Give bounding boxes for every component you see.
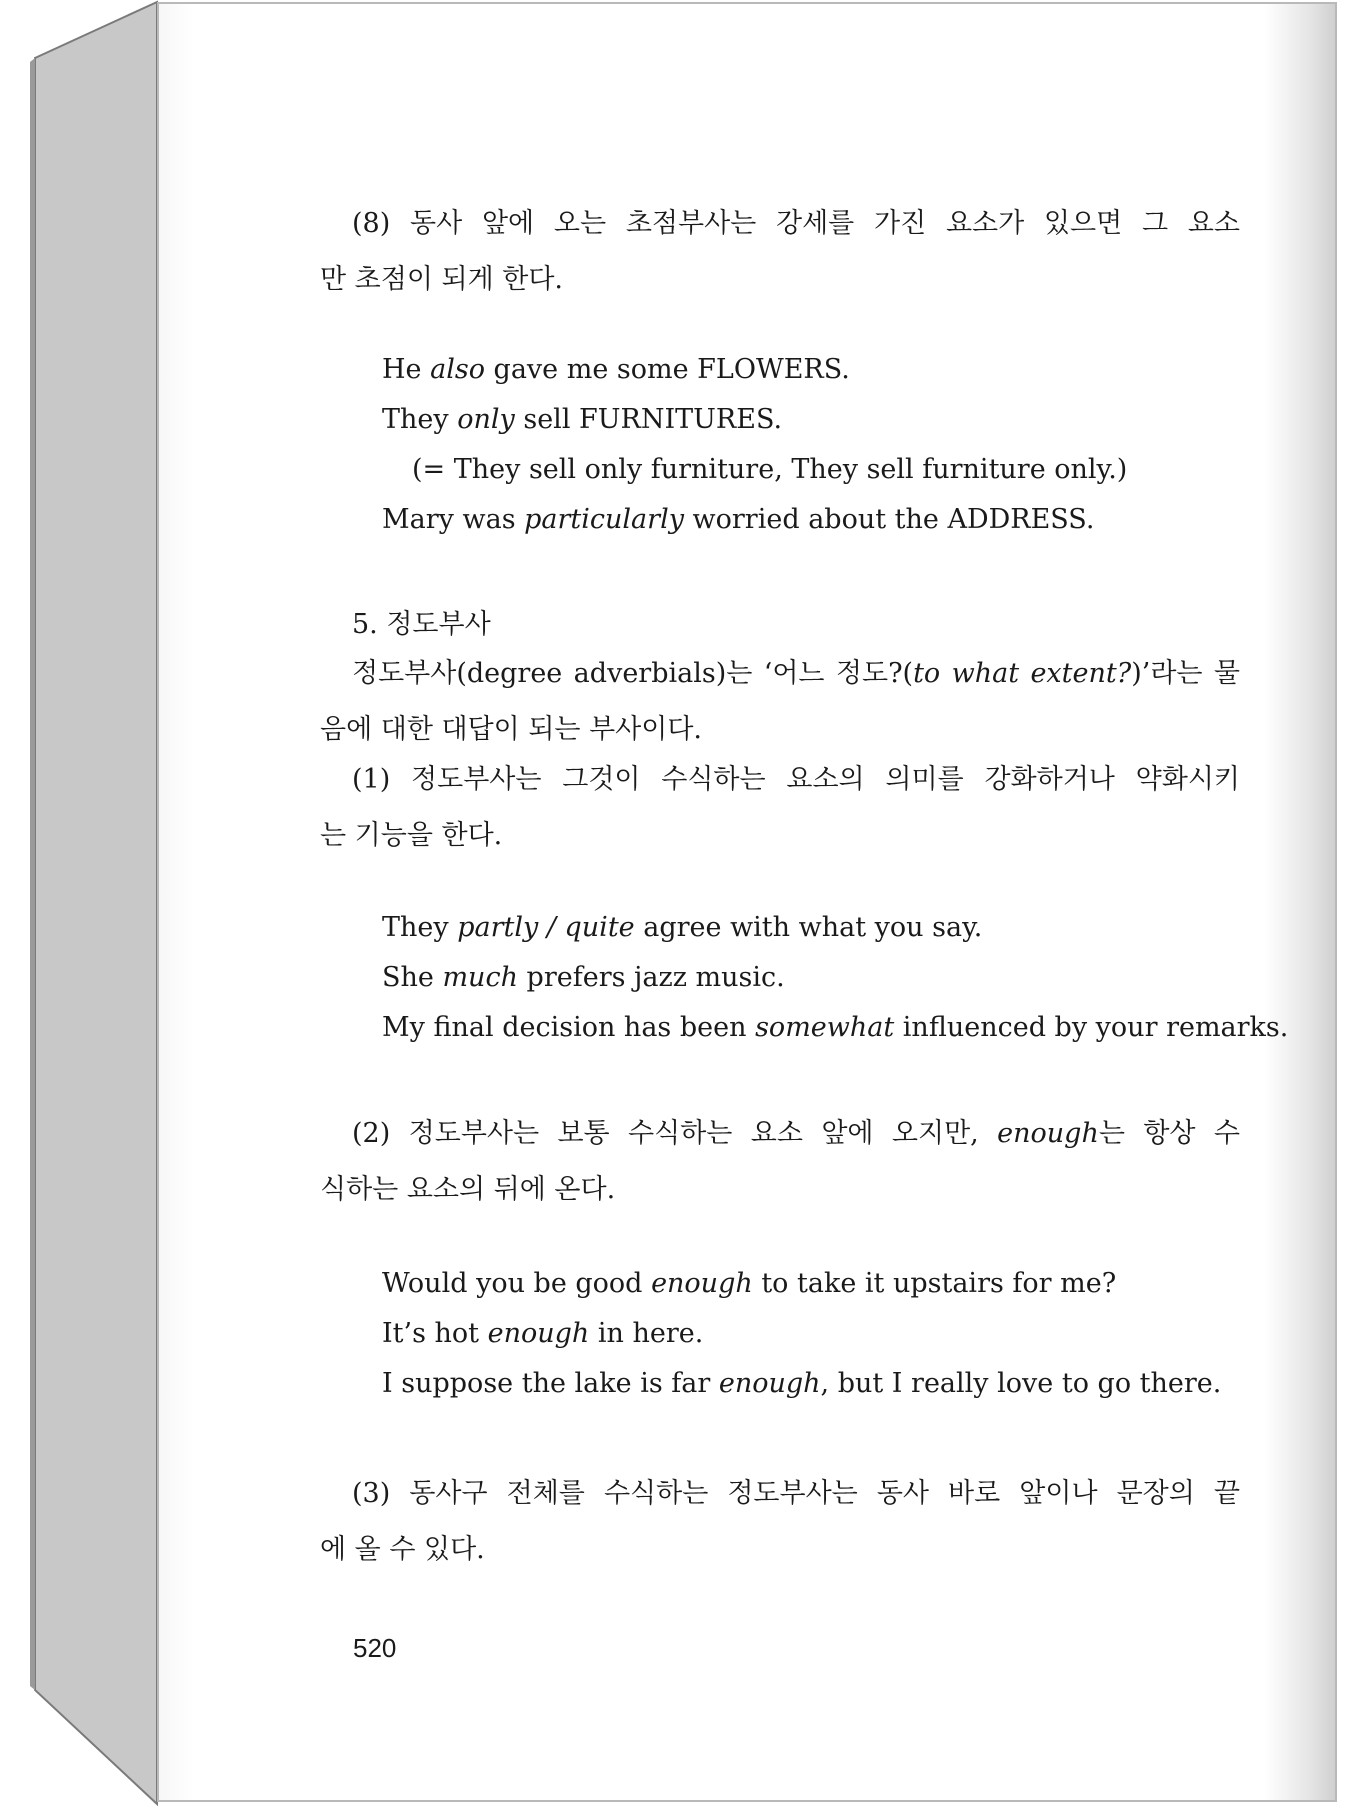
- example-line: I suppose the lake is far enough, but I really love to go there.: [382, 1368, 1222, 1399]
- intro-line-2: 음에 대한 대답이 되는 부사이다.: [320, 714, 702, 745]
- example-gloss: (= They sell only furniture, They sell furniture only.): [412, 454, 1128, 485]
- section-2-line-1: (2) 정도부사는 보통 수식하는 요소 앞에 오지만, enough는 항상 수: [352, 1118, 1240, 1149]
- section-3-line-1: (3) 동사구 전체를 수식하는 정도부사는 동사 바로 앞이나 문장의 끝: [352, 1478, 1240, 1509]
- section-1-line-1: (1) 정도부사는 그것이 수식하는 요소의 의미를 강화하거나 약화시키: [352, 764, 1240, 795]
- section-3-paragraph: [320, 1466, 1240, 1578]
- section-8-line-1: (8) 동사 앞에 오는 초점부사는 강세를 가진 요소가 있으면 그 요소: [352, 208, 1240, 239]
- section-3-line-2: 에 올 수 있다.: [320, 1534, 485, 1565]
- section-8-line-2: 만 초점이 되게 한다.: [320, 264, 563, 295]
- section-1-examples: [382, 903, 1288, 1053]
- section-8-paragraph: [320, 196, 1240, 308]
- example-line: They only sell FURNITURES.: [382, 404, 783, 435]
- intro-line-1: 정도부사(degree adverbials)는 ‘어느 정도?(to what extent?)’라는 물: [352, 658, 1240, 689]
- example-line: She much prefers jazz music.: [382, 962, 785, 993]
- section-1-line-2: 는 기능을 한다.: [320, 820, 503, 851]
- section-2-line-2: 식하는 요소의 뒤에 온다.: [320, 1174, 616, 1205]
- section-8-examples: [382, 345, 1127, 545]
- example-line: They partly / quite agree with what you say.: [382, 912, 983, 943]
- section-2-paragraph: [320, 1106, 1240, 1218]
- section-heading-5: 5. 정도부사: [352, 609, 491, 640]
- example-line: He also gave me some FLOWERS.: [382, 354, 850, 385]
- section-1-paragraph: [320, 752, 1240, 864]
- section-2-examples: [382, 1259, 1221, 1409]
- page-number: 520: [353, 1633, 397, 1663]
- intro-paragraph: [320, 646, 1240, 758]
- example-line: My final decision has been somewhat influenced by your remarks.: [382, 1012, 1289, 1043]
- example-line: Would you be good enough to take it upstairs for me?: [382, 1268, 1117, 1299]
- example-line: It’s hot enough in here.: [382, 1318, 704, 1349]
- example-line: Mary was particularly worried about the ADDRESS.: [382, 504, 1095, 535]
